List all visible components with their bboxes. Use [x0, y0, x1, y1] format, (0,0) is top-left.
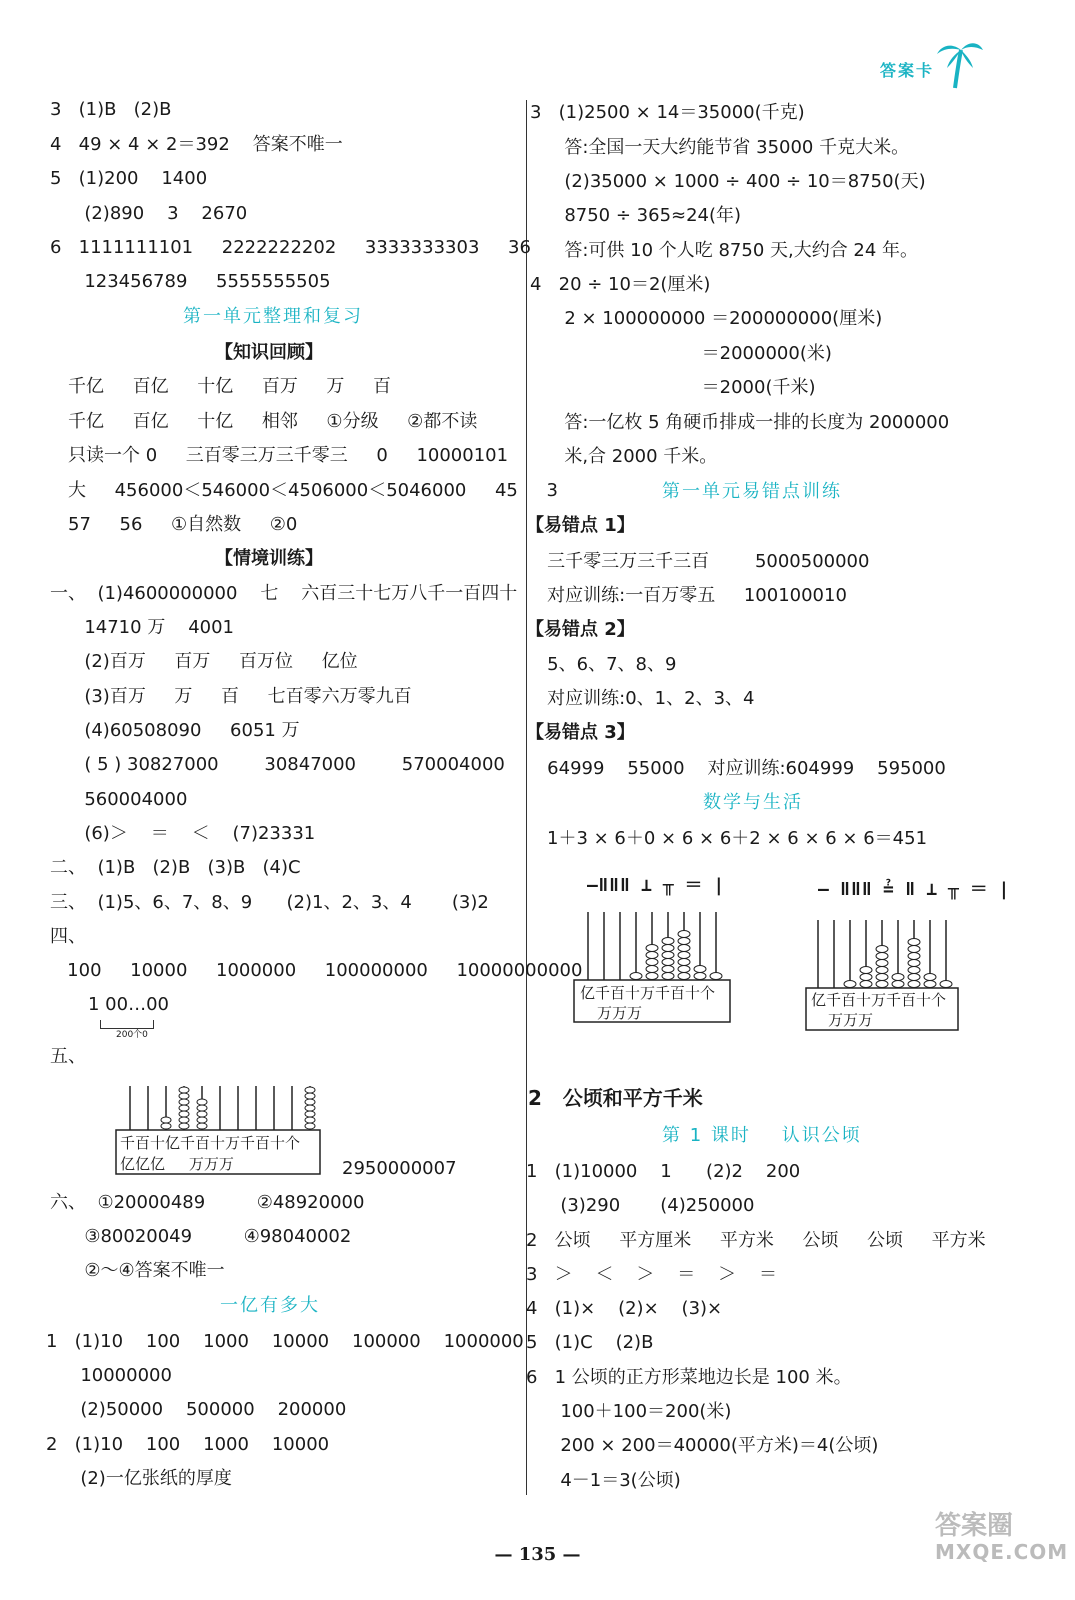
left-line: 2 (1)10 100 1000 10000: [46, 1434, 330, 1455]
error-point-heading: 【易错点 1】: [526, 515, 635, 536]
error-point-heading: 【易错点 2】: [526, 619, 635, 640]
left-line: 100 10000 1000000 100000000 10000000000: [50, 960, 583, 981]
right-line: 5、6、7、8、9: [530, 654, 677, 675]
lesson-title: 第 1 课时 认识公顷: [662, 1125, 862, 1146]
right-line: 2 公顷 平方厘米 平方米 公顷 公顷 平方米: [526, 1230, 986, 1251]
underbrace-label: 200个0: [116, 1030, 148, 1040]
abacus-left-value: 2950000007: [342, 1158, 457, 1179]
left-line: 6 1111111101 2222222202 3333333303 36: [50, 237, 531, 258]
math-life-equation: 1＋3 × 6＋0 × 6 × 6＋2 × 6 × 6 × 6＝451: [547, 828, 928, 849]
section-title-unit1-review: 第一单元整理和复习: [183, 306, 363, 327]
counting-rod-numeral: —ǁǁǁ ⊥ ╥ ＝ |: [587, 875, 725, 896]
abacus-left-unit-labels: 亿亿亿 万万万: [120, 1155, 234, 1173]
knowledge-review-heading: 【知识回顾】: [215, 342, 323, 363]
abacus-right-place-labels: 亿千百十万千百十个: [580, 984, 716, 1002]
right-line: ＝2000(千米): [530, 377, 816, 398]
right-line: 64999 55000 对应训练:604999 595000: [530, 758, 946, 779]
right-line: 答:可供 10 个人吃 8750 天,大约合 24 年。: [530, 240, 919, 261]
right-line: 三千零三万三千三百 5000500000: [530, 551, 870, 572]
right-line: 米,合 2000 千米。: [530, 446, 718, 467]
right-line: 5 (1)C (2)B: [526, 1332, 654, 1353]
left-line: (2)50000 500000 200000: [46, 1399, 347, 1420]
right-line: 对应训练:一百万零五 100100010: [530, 585, 847, 606]
abacus-diagram-right-1: [572, 908, 732, 1026]
brand-label: 答案卡: [880, 61, 935, 80]
left-line: 1 (1)10 100 1000 10000 100000 1000000: [46, 1331, 524, 1352]
right-line: 4－1＝3(公顷): [526, 1470, 681, 1491]
section-title-math-and-life: 数学与生活: [703, 792, 803, 813]
right-line: (3)290 (4)250000: [526, 1195, 755, 1216]
right-line: 6 1 公顷的正方形菜地边长是 100 米。: [526, 1367, 852, 1388]
left-line: (2)890 3 2670: [50, 203, 248, 224]
right-line: 100＋100＝200(米): [526, 1401, 732, 1422]
section-title-hundred-million: 一亿有多大: [220, 1295, 320, 1316]
left-line: 五、: [50, 1046, 86, 1067]
palm-tree-icon: [935, 38, 985, 90]
left-line: 14710 万 4001: [50, 617, 235, 638]
abacus-right-place-labels: 亿千百十万千百十个: [811, 991, 947, 1009]
right-line: 对应训练:0、1、2、3、4: [530, 688, 755, 709]
left-line: 只读一个 0 三百零三万三千零三 0 10000101: [68, 445, 509, 466]
section-title-error-training: 第一单元易错点训练: [662, 481, 842, 502]
big-number-expression: 1 00…00: [88, 994, 169, 1015]
counting-rod-numeral: — ǁǁǁ ≟ ǁ ⊥ ╥ ＝ |: [818, 879, 1010, 900]
abacus-right-unit-labels: 万万万: [828, 1011, 874, 1029]
left-line: (4)60508090 6051 万: [50, 720, 300, 741]
left-line: ②～④答案不唯一: [50, 1260, 225, 1281]
right-line: ＝2000000(米): [530, 343, 832, 364]
left-line: 四、: [50, 926, 86, 947]
page-number: — 135 —: [494, 1544, 581, 1565]
left-line: 一、 (1)4600000000 七 六百三十七万八千一百四十: [50, 583, 518, 604]
watermark-url: MXQE.COM: [935, 1540, 1069, 1564]
right-line: 答:一亿枚 5 角硬币排成一排的长度为 2000000: [530, 412, 950, 433]
left-line: (2)百万 百万 百万位 亿位: [50, 651, 358, 672]
left-line: 3 (1)B (2)B: [50, 99, 172, 120]
left-line: (2)一亿张纸的厚度: [46, 1468, 232, 1489]
left-line: ③80020049 ④98040002: [50, 1226, 352, 1247]
right-line: 200 × 200＝40000(平方米)＝4(公顷): [526, 1435, 879, 1456]
situation-training-heading: 【情境训练】: [215, 548, 323, 569]
left-line: (6)＞ ＝ ＜ (7)23331: [50, 823, 316, 844]
right-line: 2 × 100000000 ＝200000000(厘米): [530, 308, 883, 329]
left-line: 5 (1)200 1400: [50, 168, 208, 189]
left-line: 大 456000＜546000＜4506000＜5046000 45 3: [68, 480, 558, 501]
right-line: 答:全国一天大约能节省 35000 千克大米。: [530, 137, 910, 158]
underbrace: [100, 1020, 154, 1029]
error-point-heading: 【易错点 3】: [526, 722, 635, 743]
left-line: 560004000: [50, 789, 188, 810]
left-line: 千亿 百亿 十亿 百万 万 百: [68, 376, 392, 397]
left-line: 4 49 × 4 × 2＝392 答案不唯一: [50, 134, 343, 155]
left-line: ( 5 ) 30827000 30847000 570004000: [50, 754, 505, 775]
left-line: 六、 ①20000489 ②48920000: [50, 1192, 365, 1213]
left-line: (3)百万 万 百 七百零六万零九百: [50, 686, 412, 707]
chapter-title: 2 公顷和平方千米: [528, 1086, 703, 1110]
abacus-left-place-labels: 千百十亿千百十万千百十个: [120, 1134, 301, 1152]
right-line: 4 20 ÷ 10＝2(厘米): [530, 274, 711, 295]
right-line: 4 (1)× (2)× (3)×: [526, 1298, 723, 1319]
left-line: 三、 (1)5、6、7、8、9 (2)1、2、3、4 (3)2: [50, 892, 489, 913]
watermark-logo: 答案圈: [935, 1511, 1014, 1541]
left-line: 57 56 ①自然数 ②0: [68, 514, 298, 535]
right-line: 3 ＞ ＜ ＞ ＝ ＞ ＝: [526, 1264, 778, 1285]
right-line: (2)35000 × 1000 ÷ 400 ÷ 10＝8750(天): [530, 171, 926, 192]
right-line: 8750 ÷ 365≈24(年): [530, 205, 742, 226]
left-line: 千亿 百亿 十亿 相邻 ①分级 ②都不读: [68, 411, 478, 432]
left-line: 10000000: [46, 1365, 172, 1386]
right-line: 1 (1)10000 1 (2)2 200: [526, 1161, 801, 1182]
abacus-right-unit-labels: 万万万: [597, 1004, 643, 1022]
left-line: 二、 (1)B (2)B (3)B (4)C: [50, 857, 301, 878]
right-line: 3 (1)2500 × 14＝35000(千克): [530, 102, 805, 123]
left-line: 123456789 5555555505: [50, 271, 331, 292]
